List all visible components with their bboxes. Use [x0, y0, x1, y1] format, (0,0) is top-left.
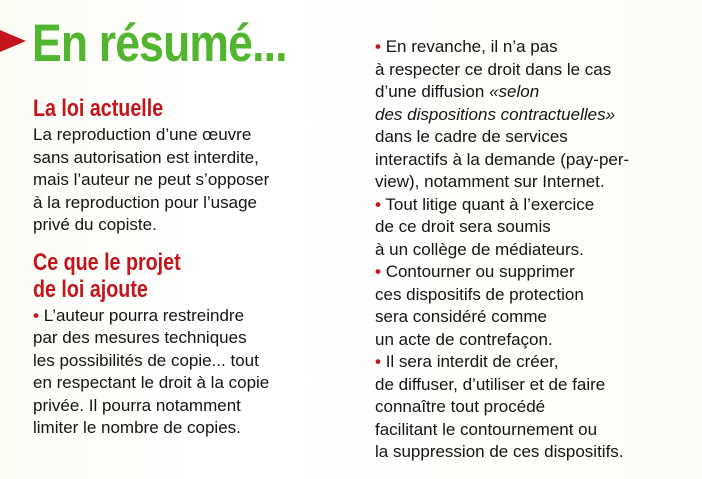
bullet-dot: •	[33, 305, 39, 325]
bullet-item-exception	[375, 36, 695, 194]
italic-run: des dispositions contractuelles»	[375, 104, 616, 124]
text-run: Tout litige quant à l’exercice	[385, 194, 595, 214]
left-column	[33, 95, 333, 440]
text-line	[375, 36, 695, 59]
heading-line: de loi ajoute	[33, 275, 148, 303]
text-line: ces dispositifs de protection	[375, 284, 584, 304]
text-line: privée. Il pourra notamment	[33, 395, 241, 415]
text-line: view), notamment sur Internet.	[375, 172, 605, 191]
text-line	[375, 194, 695, 217]
text-line: à respecter ce droit dans le cas	[375, 59, 612, 79]
text-line: limiter le nombre de copies.	[33, 418, 241, 437]
bullet-item-circumvent	[375, 261, 695, 351]
text-line: de ce droit sera soumis	[375, 217, 551, 236]
text-line: dans le cadre de services	[375, 127, 568, 146]
text-line: en respectant le droit à la copie	[33, 373, 270, 392]
bullet-dot: •	[375, 262, 381, 281]
bullet-item-prohibited	[375, 351, 695, 464]
text-line: par des mesures techniques	[33, 328, 247, 347]
text-run: Il sera interdit de créer,	[385, 352, 559, 371]
current-law-text	[33, 124, 333, 237]
page-title: En résumé...	[32, 14, 287, 73]
text-line: facilitant le contournement ou	[375, 419, 598, 439]
text-line	[375, 81, 695, 104]
text-line: interactifs à la demande (pay-per-	[375, 149, 630, 169]
text-run: L’auteur pourra restreindre	[43, 305, 245, 325]
bullet-dot: •	[375, 352, 381, 371]
bullet-item-dispute	[375, 194, 695, 262]
text-line: privé du copiste.	[33, 215, 157, 234]
bill-adds-text	[33, 305, 333, 440]
text-line: La reproduction d’une œuvre	[33, 125, 252, 144]
heading-line: Ce que le projet	[33, 248, 181, 276]
text-run: Contourner ou supprimer	[385, 262, 575, 281]
text-line: à la reproduction pour l’usage	[33, 192, 257, 212]
text-line: de diffuser, d’utiliser et de faire	[375, 374, 606, 394]
text-run: En revanche, il n’a pas	[385, 37, 558, 56]
text-line: sera considéré comme	[375, 307, 547, 326]
text-line	[375, 261, 695, 284]
bullet-dot: •	[375, 37, 381, 56]
text-line: la suppression de ces dispositifs.	[375, 442, 624, 461]
text-line	[375, 351, 695, 374]
right-column	[375, 36, 695, 464]
text-line	[33, 305, 333, 328]
text-line: les possibilités de copie... tout	[33, 350, 259, 370]
text-line: mais l’auteur ne peut s’opposer	[33, 170, 270, 189]
text-line: un acte de contrefaçon.	[375, 329, 553, 349]
text-run: d’une diffusion	[375, 82, 490, 101]
text-line: à un collège de médiateurs.	[375, 239, 584, 259]
text-line	[375, 104, 695, 127]
italic-run: «selon	[489, 82, 540, 101]
text-line: connaître tout procédé	[375, 397, 546, 416]
red-arrow-icon	[0, 30, 26, 52]
heading-bill-adds	[33, 249, 279, 303]
heading-current-law: La loi actuelle	[33, 95, 164, 122]
text-line: sans autorisation est interdite,	[33, 147, 259, 167]
bullet-dot: •	[375, 194, 381, 214]
